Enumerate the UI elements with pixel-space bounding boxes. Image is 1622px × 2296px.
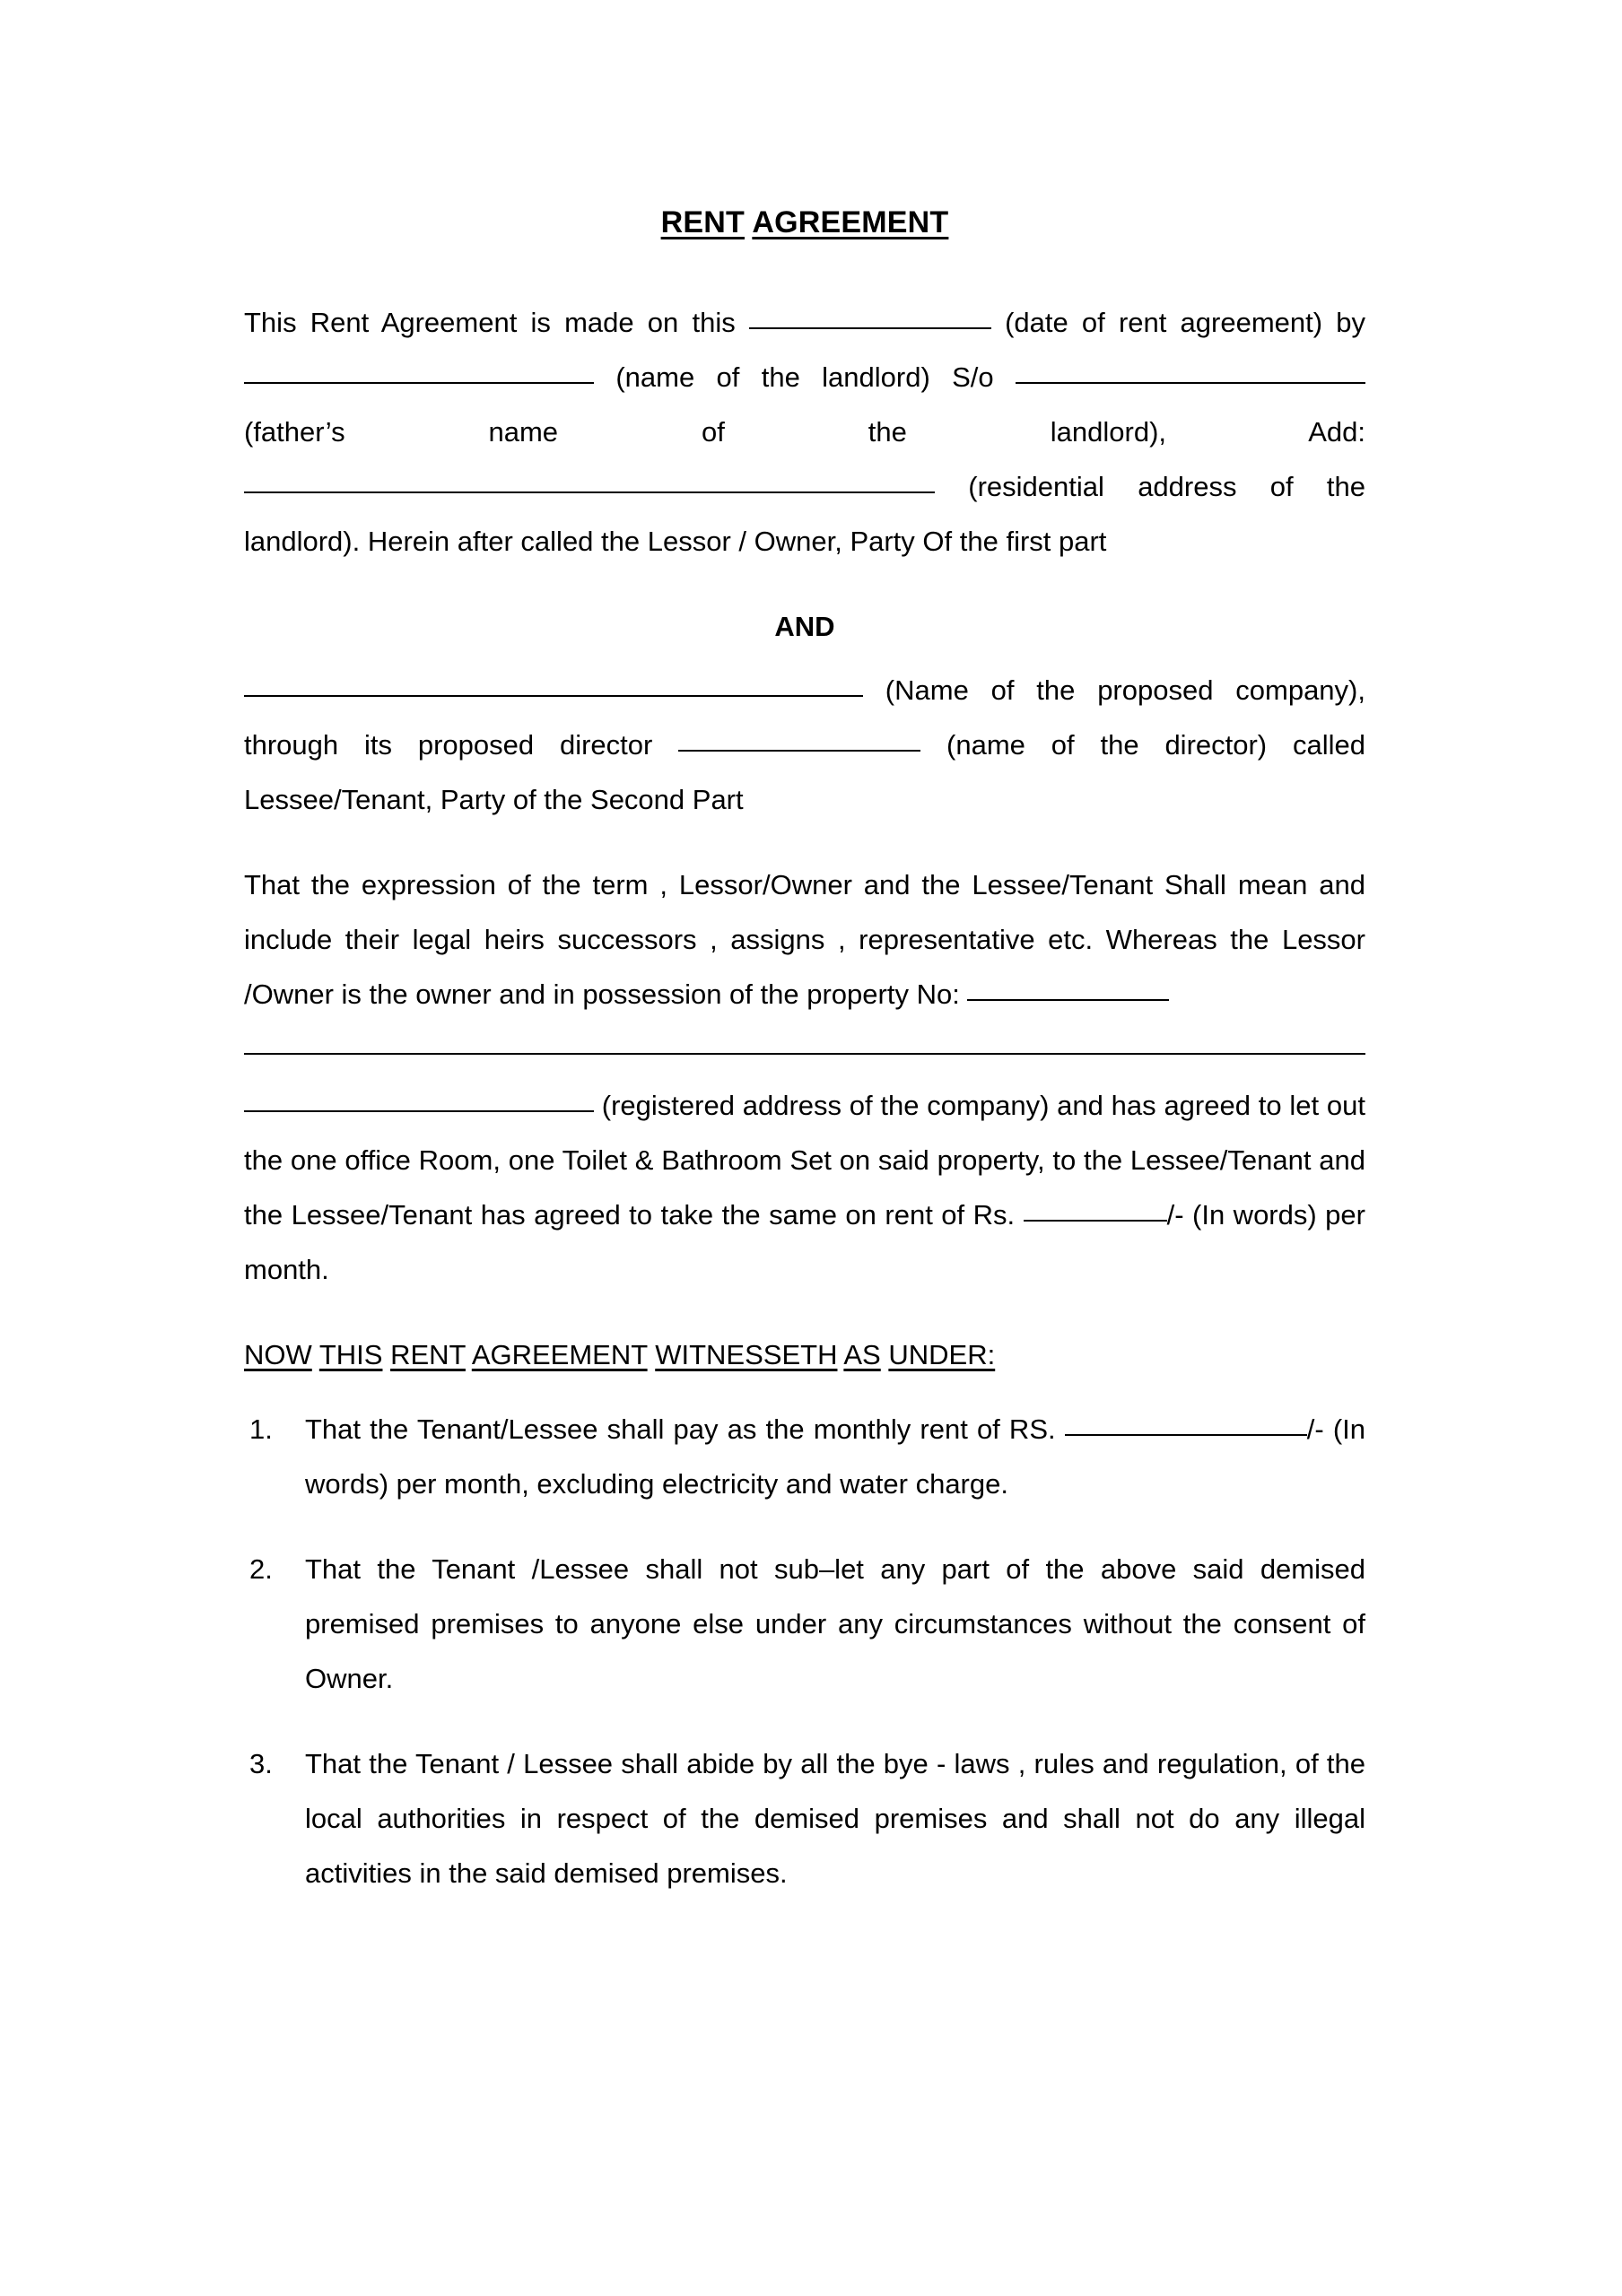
- blank-property-number[interactable]: [967, 999, 1169, 1001]
- document-body: [244, 204, 1365, 1931]
- list-item-number: 2.: [249, 1552, 273, 1585]
- para1-segment-3: (name of the landlord) S/o: [594, 361, 1016, 393]
- blank-monthly-rent-amount[interactable]: [1065, 1434, 1307, 1436]
- para1-segment-2: (date of rent agreement) by: [990, 306, 1366, 338]
- witnesseth-word-0: NOW: [244, 1338, 312, 1370]
- witnesseth-heading: [244, 1327, 1365, 1382]
- blank-registered-address[interactable]: [244, 1110, 594, 1112]
- para4-segment-3: /- (In words) per month.: [244, 1198, 1365, 1285]
- para3-segment-1: That the expression of the term , Lessor/Owner and the Lessee/Tenant Shall mean and include their legal heirs successors , assigns , representative etc. Whereas the Lessor /Owner is the owner and in possession of the property No:: [244, 869, 1365, 1011]
- witnesseth-word-3: AGREEMENT: [471, 1338, 648, 1370]
- list-item-number: 3.: [249, 1748, 273, 1780]
- list-item: [244, 1402, 1365, 1511]
- para1-segment-4: (father’s name of the landlord), Add:: [244, 415, 1365, 448]
- paragraph-registered-address-and-rent: [244, 1078, 1365, 1297]
- para1-segment-1: This Rent Agreement is made on this: [244, 306, 749, 338]
- para4-segment-2: (registered address of the company) and has agreed to let out the one office Room, one Toilet & Bathroom Set on said property, to the Lessee/Tenant and the Lessee/Tenant has agreed to take the same on rent of Rs.: [244, 1089, 1365, 1231]
- list-item-text-before: That the Tenant / Lessee shall abide by all the bye - laws , rules and regulation, of the local authorities in respect of the demised premises and shall not do any illegal activities in the said demised premises.: [305, 1748, 1365, 1890]
- blank-address-line-full[interactable]: [244, 1053, 1365, 1055]
- blank-date-of-agreement[interactable]: [749, 327, 991, 329]
- witnesseth-word-5: AS: [843, 1338, 881, 1370]
- list-item-number: 1.: [249, 1413, 273, 1445]
- list-item-text-after: /- (In words) per month, excluding electricity and water charge.: [305, 1413, 1365, 1500]
- list-item-text-before: That the Tenant/Lessee shall pay as the monthly rent of RS.: [305, 1413, 1065, 1445]
- page-title-word-1: RENT: [660, 205, 745, 239]
- paragraph-expression-of-term: [244, 857, 1365, 1022]
- para2-segment-3: (name of the director) called Lessee/Tenant, Party of the Second Part: [244, 729, 1365, 816]
- witnesseth-word-6: UNDER:: [888, 1338, 996, 1370]
- witnesseth-word-1: THIS: [318, 1338, 383, 1370]
- list-item-text-before: That the Tenant /Lessee shall not sub–let any part of the above said demised premised premises to anyone else under any circumstances without the consent of Owner.: [305, 1552, 1365, 1695]
- page-title-word-2: AGREEMENT: [752, 205, 949, 239]
- blank-landlord-address[interactable]: [244, 491, 935, 493]
- and-separator: AND: [774, 611, 835, 643]
- blank-landlord-father-name[interactable]: [1016, 382, 1365, 384]
- blank-director-name[interactable]: [678, 750, 920, 752]
- list-item: [244, 1736, 1365, 1900]
- witnesseth-word-2: RENT: [390, 1338, 466, 1370]
- para1-segment-5: (residential address of the landlord). Herein after called the Lessor / Owner, Party Of the first part: [244, 470, 1365, 558]
- witnesseth-word-4: WITNESSETH: [655, 1338, 838, 1370]
- blank-company-name[interactable]: [244, 695, 863, 697]
- terms-list: [244, 1402, 1365, 1901]
- paragraph-lessee-details: [244, 663, 1365, 827]
- page-title: [244, 204, 1365, 241]
- para2-segment-2: (Name of the proposed company), through its proposed director: [244, 674, 1365, 761]
- blank-landlord-name[interactable]: [244, 382, 594, 384]
- list-item: [244, 1542, 1365, 1706]
- blank-rent-amount[interactable]: [1024, 1220, 1167, 1222]
- paragraph-lessor-details: [244, 295, 1365, 569]
